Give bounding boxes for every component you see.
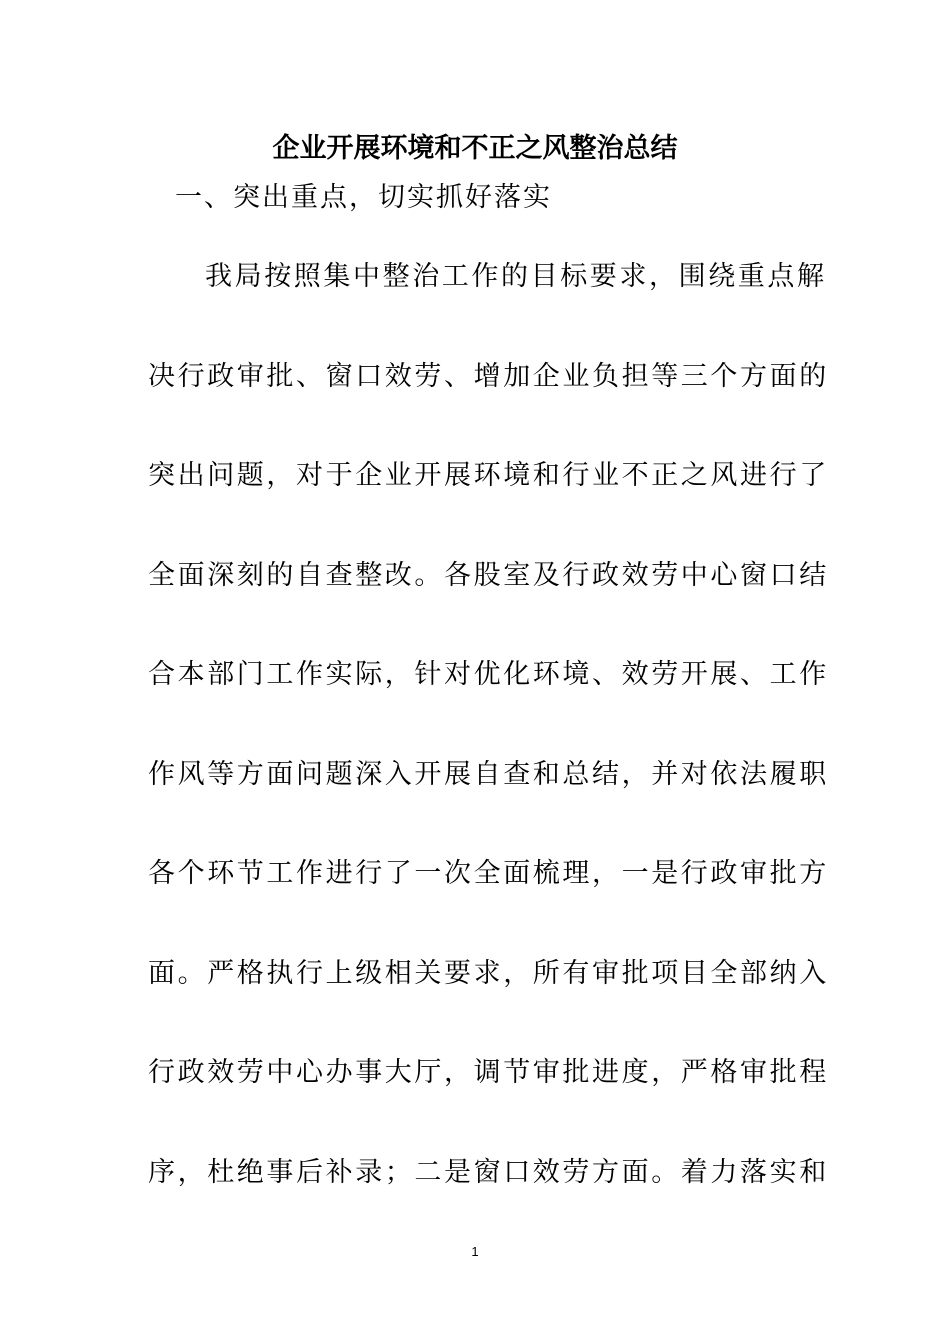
body-line: 我局按照集中整治工作的目标要求，围绕重点解 — [205, 261, 827, 292]
body-line: 决行政审批、窗口效劳、增加企业负担等三个方面的 — [148, 360, 829, 392]
body-line: 作风等方面问题深入开展自查和总结，并对依法履职 — [148, 758, 829, 790]
body-line: 突出问题，对于企业开展环境和行业不正之风进行了 — [148, 460, 829, 491]
body-text — [148, 252, 829, 1247]
page-number: 1 — [471, 1244, 479, 1259]
document-title: 企业开展环境和不正之风整治总结 — [272, 133, 678, 164]
body-line: 全面深刻的自查整改。各股室及行政效劳中心窗口结 — [148, 559, 829, 591]
body-line: 面。严格执行上级相关要求，所有审批项目全部纳入 — [148, 957, 829, 989]
body-line: 序，杜绝事后补录；二是窗口效劳方面。着力落实和 — [148, 1156, 829, 1188]
body-line: 各个环节工作进行了一次全面梳理，一是行政审批方 — [148, 858, 829, 889]
section-heading: 一、突出重点，切实抓好落实 — [175, 182, 552, 213]
body-line: 行政效劳中心办事大厅，调节审批进度，严格审批程 — [148, 1057, 829, 1088]
body-line: 合本部门工作实际，针对优化环境、效劳开展、工作 — [148, 659, 829, 690]
